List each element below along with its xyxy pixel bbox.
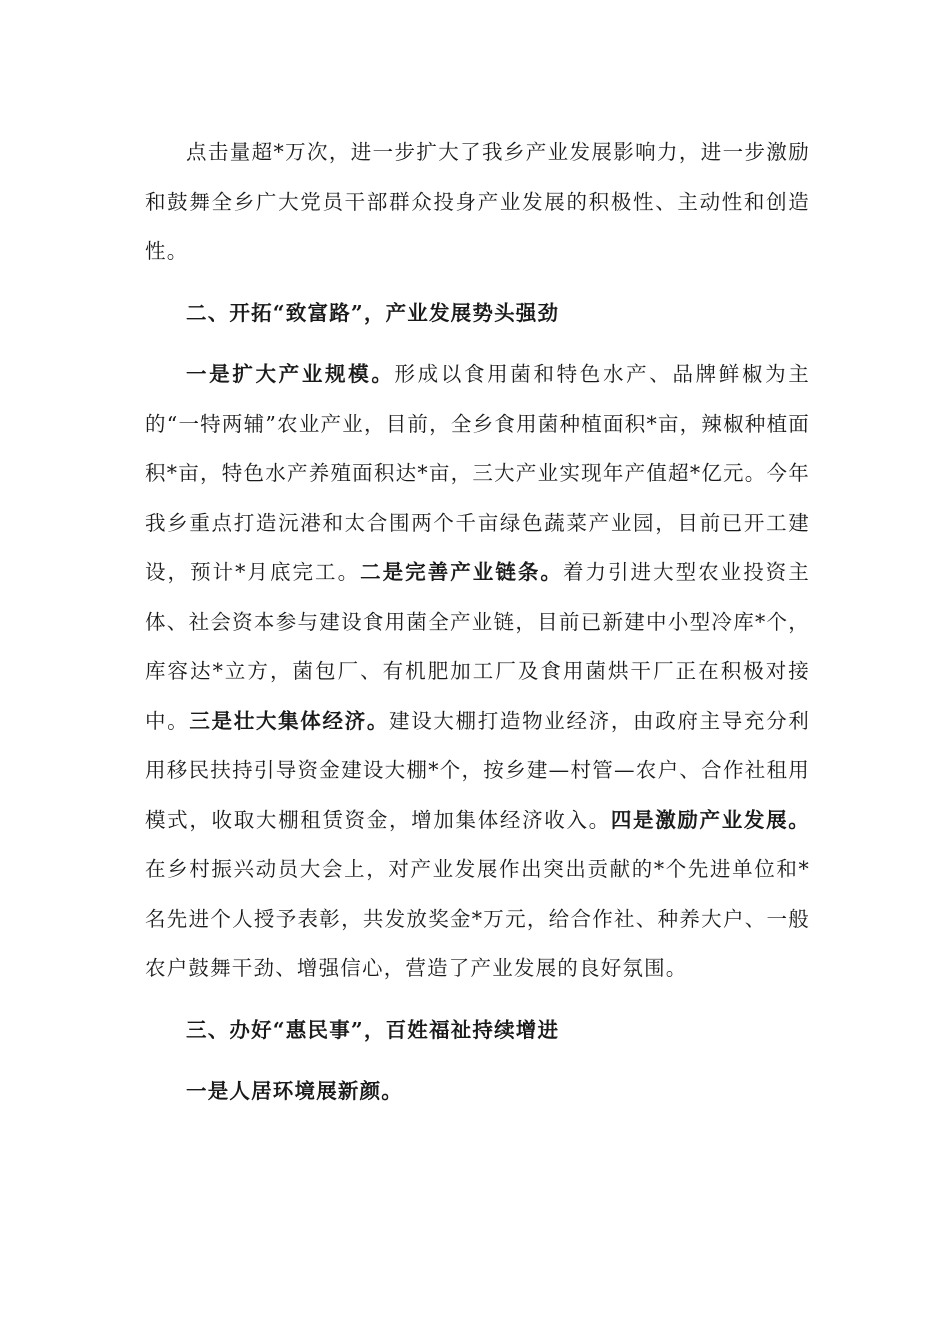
section-3-item-1-lead: 一是人居环境展新颜。 [186,1079,403,1103]
item-4-body: 在乡村振兴动员大会上，对产业发展作出突出贡献的*个先进单位和*名先进个人授予表彰，共发放奖金*万元，给合作社、种养大户、一般农户鼓舞干劲、增强信心，营造了产业发展的良好氛围。 [145,857,810,980]
item-3-lead: 三是壮大集体经济。 [189,708,390,733]
spacer [145,994,810,1006]
item-2-lead: 二是完善产业链条。 [360,560,563,584]
item-2-body: 着力引进大型农业投资主体、社会资本参与建设食用菌全产业链，目前已新建中小型冷库*个，库容达*立方，菌包厂、有机肥加工厂及食用菌烘干厂正在积极对接中。 [145,560,810,733]
spacer [145,338,810,350]
item-4-lead: 四是激励产业发展。 [610,807,810,832]
spacer [145,277,810,289]
section-2-heading: 二、开拓“致富路”，产业发展势头强劲 [186,300,560,325]
section-3-heading: 三、办好“惠民事”，百姓福祉持续增进 [186,1017,560,1042]
intro-paragraph-text: 点击量超*万次，进一步扩大了我乡产业发展影响力，进一步激励和鼓舞全乡广大党员干部群众投身产业发展的积极性、主动性和创造性。 [145,140,810,263]
section-2-paragraph [145,350,810,994]
item-1-body: 形成以食用菌和特色水产、品牌鲜椒为主的“一特两辅”农业产业，目前，全乡食用菌种植面积*亩，辣椒种植面积*亩，特色水产养殖面积达*亩，三大产业实现年产值超*亿元。今年我乡重点打造沅港和太合围两个千亩绿色蔬菜产业园，目前已开工建设，预计*月底完工。 [145,362,810,584]
item-1-lead: 一是扩大产业规模。 [186,362,395,386]
spacer [145,1055,810,1067]
intro-paragraph [145,128,810,277]
item-3-body: 建设大棚打造物业经济，由政府主导充分利用移民扶持引导资金建设大棚*个，按乡建—村管—农户、合作社租用模式，收取大棚租赁资金，增加集体经济收入。 [145,708,810,832]
document-body [145,128,810,1117]
